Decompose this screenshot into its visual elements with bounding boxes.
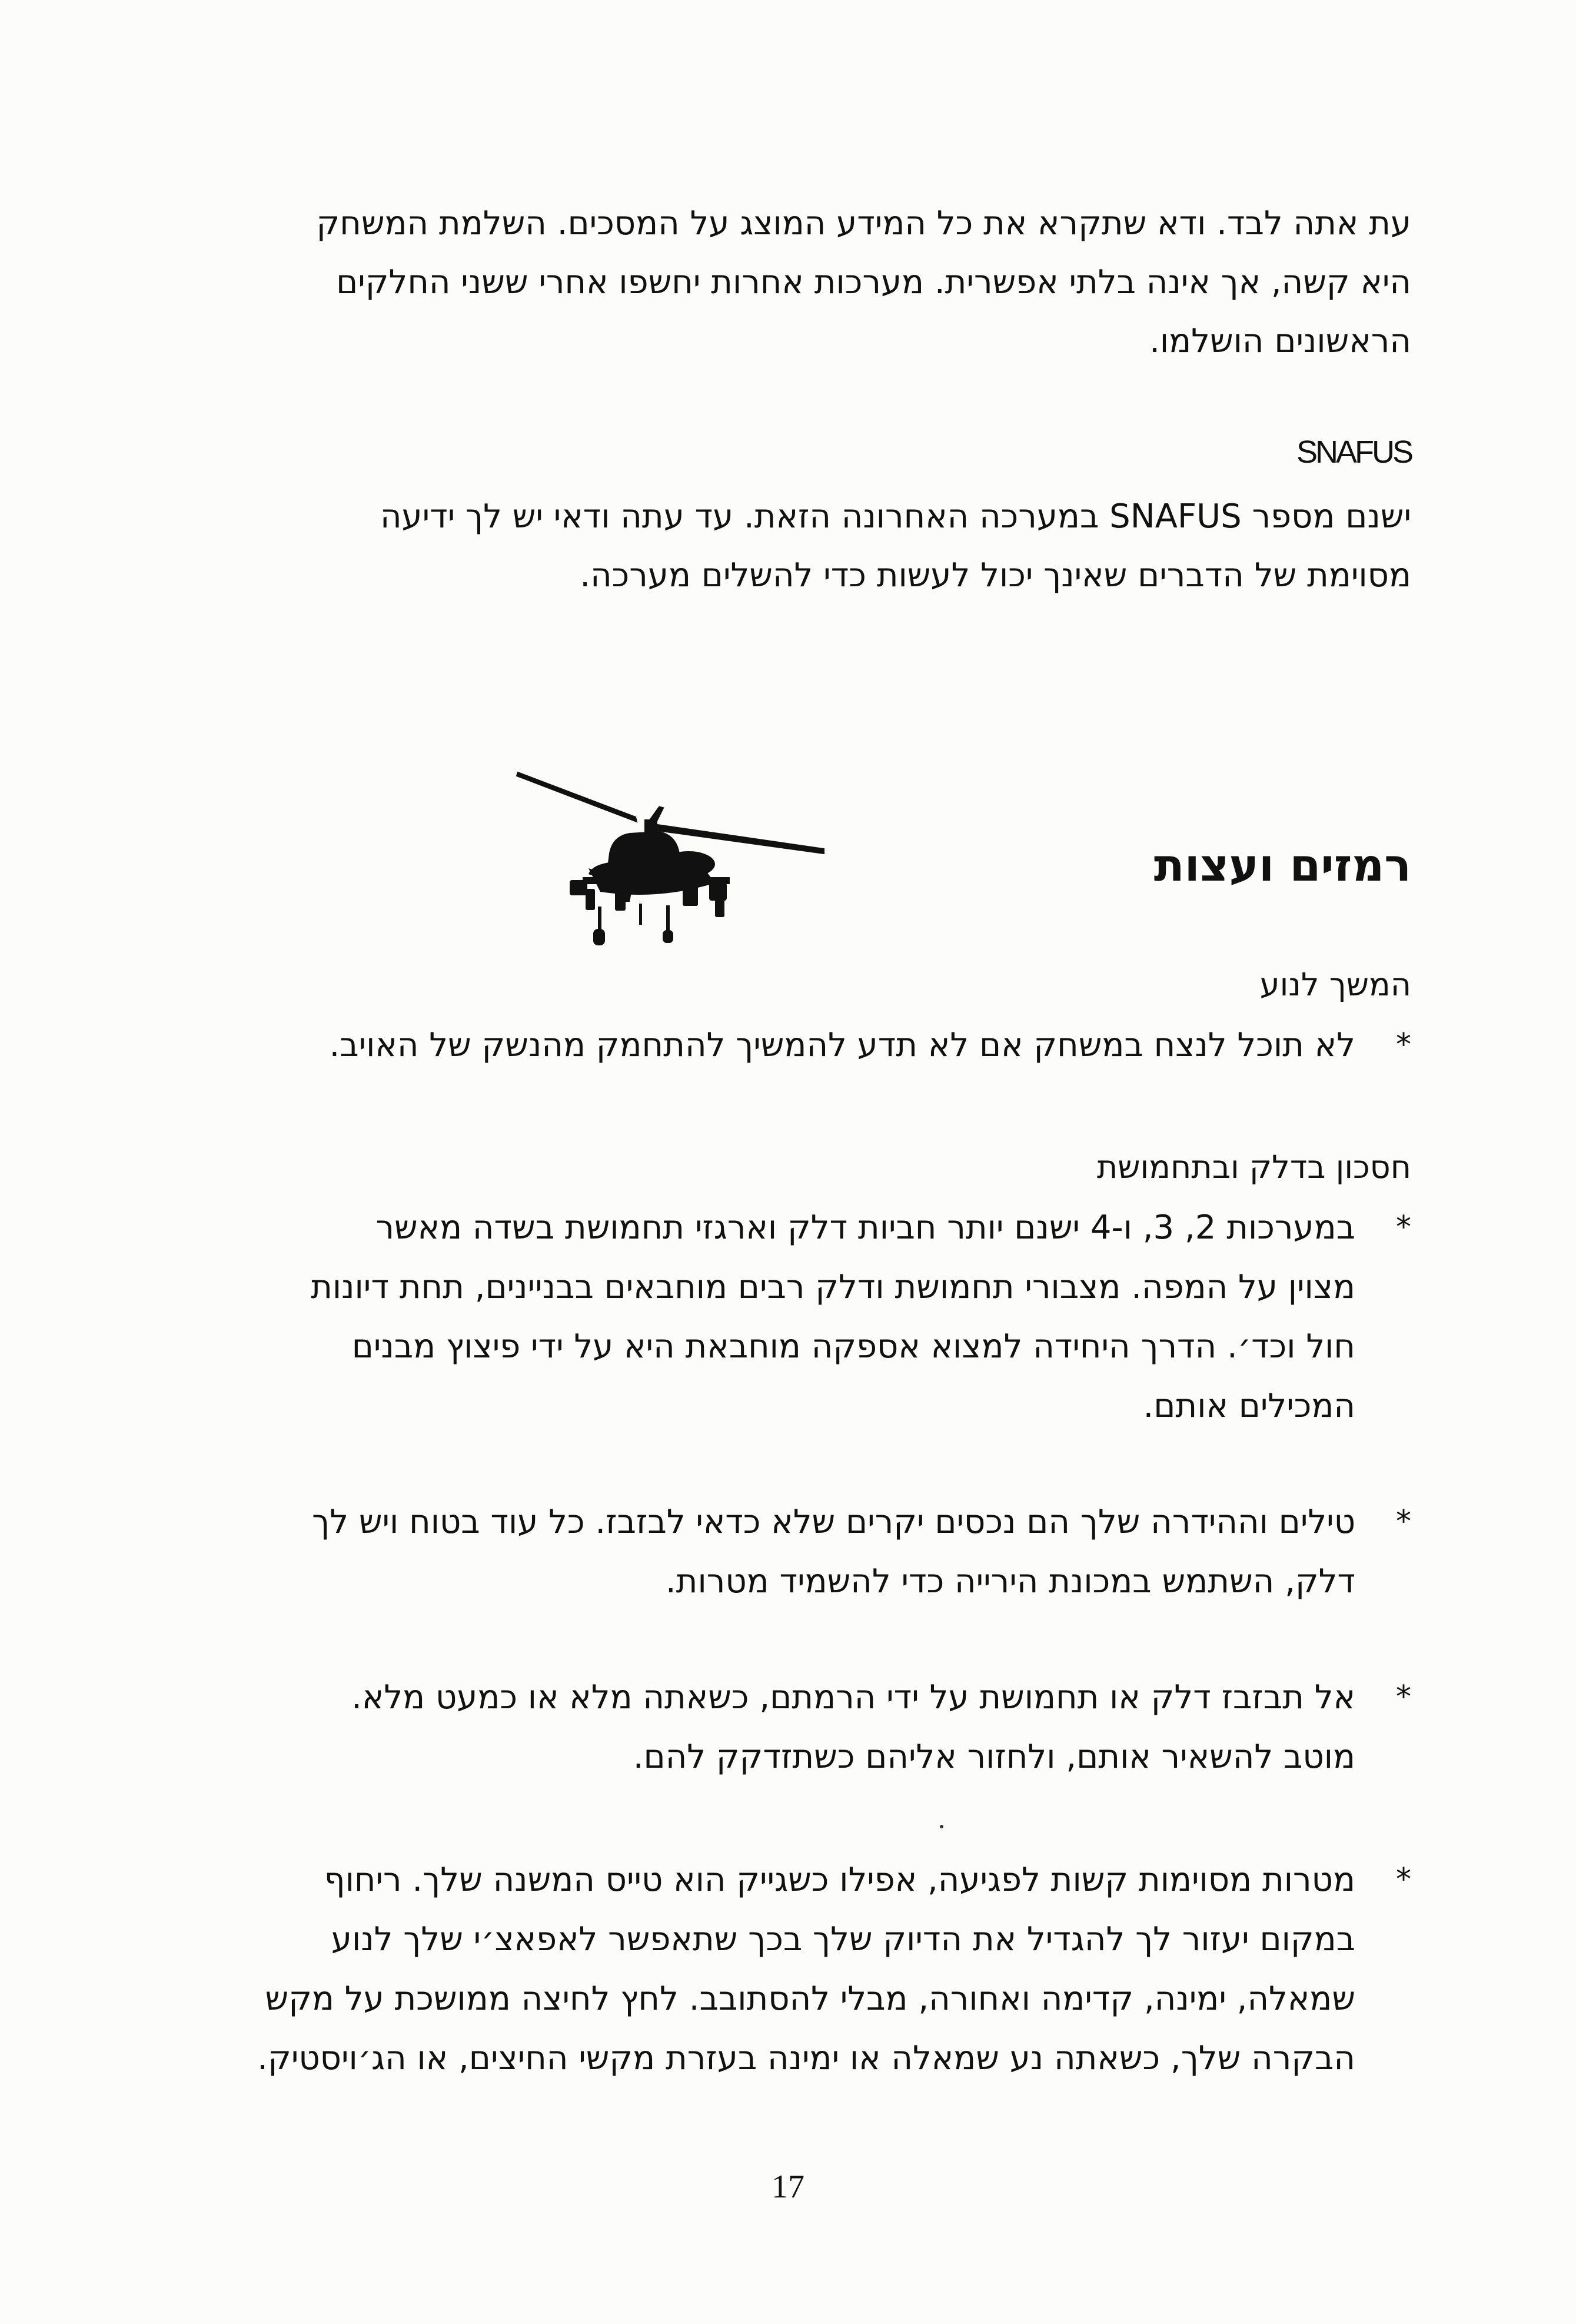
page-number: 17 xyxy=(772,2169,804,2205)
subheading-keep-moving: המשך לנוע xyxy=(1259,966,1411,1003)
bullet-line: חול וכד׳. הדרך היחידה למצוא אספקה מוחבאת היא על ידי פיצוץ מבנים xyxy=(351,1327,1355,1366)
bullet-text xyxy=(128,1668,1355,1787)
intro-line: הראשונים הושלמו. xyxy=(1149,322,1411,360)
bullet-line: במקום יעזור לך להגדיל את הדיוק שלך בכך שתאפשר לאפאצ׳י שלך לנוע xyxy=(331,1920,1355,1958)
bullet-star: * xyxy=(1396,1679,1411,1715)
bullet-item xyxy=(128,1668,1411,1787)
helicopter-icon xyxy=(512,765,830,954)
bullet-line: מטרות מסוימות קשות לפגיעה, אפילו כשגייק הוא טייס המשנה שלך. ריחוף xyxy=(324,1861,1355,1899)
bullet-line: שמאלה, ימינה, קדימה ואחורה, מבלי להסתובב. לחץ לחיצה ממושכת על מקש xyxy=(265,1980,1355,2018)
bullet-item xyxy=(128,1492,1411,1611)
print-speck xyxy=(940,1825,943,1828)
bullet-line: דלק, השתמש במכונת הירייה כדי להשמיד מטרות. xyxy=(665,1562,1355,1601)
snafus-paragraph xyxy=(128,487,1411,605)
bullet-text xyxy=(128,1492,1355,1611)
bullet-line: המכילים אותם. xyxy=(1143,1387,1355,1425)
snafus-line: מסוימת של הדברים שאינך יכול לעשות כדי להשלים מערכה. xyxy=(580,556,1411,595)
bullet-star: * xyxy=(1396,1210,1411,1245)
bullet-line: אל תבזבז דלק או תחמושת על ידי הרמתם, כשאתה מלא או כמעט מלא. xyxy=(351,1678,1355,1717)
bullet-item xyxy=(128,1015,1411,1075)
bullet-line: במערכות 2, 3, ו-4 ישנם יותר חביות דלק וארגזי תחמושת בשדה מאשר xyxy=(375,1209,1355,1247)
bullet-line: לא תוכל לנצח במשחק אם לא תדע להמשיך להתחמק מהנשק של האויב. xyxy=(329,1026,1355,1064)
snafus-heading: SNAFUS xyxy=(1296,434,1411,470)
bullet-star: * xyxy=(1396,1027,1411,1063)
bullet-item xyxy=(128,1850,1411,2088)
bullet-text xyxy=(128,1850,1355,2088)
intro-line: עת אתה לבד. ודא שתקרא את כל המידע המוצג על המסכים. השלמת המשחק xyxy=(316,204,1411,243)
section-title: רמזים ועצות xyxy=(1153,839,1411,891)
bullet-line: הבקרה שלך, כשאתה נע שמאלה או ימינה בעזרת מקשי החיצים, או הג׳ויסטיק. xyxy=(257,2039,1355,2077)
bullet-line: מצוין על המפה. מצבורי תחמושת ודלק רבים מוחבאים בבניינים, תחת דיונות xyxy=(311,1268,1355,1306)
subheading-fuel-ammo: חסכון בדלק ובתחמושת xyxy=(1096,1148,1411,1186)
intro-line: היא קשה, אך אינה בלתי אפשרית. מערכות אחרות יחשפו אחרי ששני החלקים xyxy=(336,263,1411,301)
intro-paragraph xyxy=(128,194,1411,371)
bullet-line: טילים וההידרה שלך הם נכסים יקרים שלא כדאי לבזבז. כל עוד בטוח ויש לך xyxy=(312,1503,1355,1541)
bullet-star: * xyxy=(1396,1862,1411,1897)
bullet-item xyxy=(128,1198,1411,1436)
bullet-star: * xyxy=(1396,1504,1411,1539)
snafus-line: ישנם מספר SNAFUS במערכה האחרונה הזאת. עד עתה ודאי יש לך ידיעה xyxy=(380,497,1411,536)
bullet-text xyxy=(128,1015,1355,1075)
bullet-text xyxy=(128,1198,1355,1436)
bullet-line: מוטב להשאיר אותם, ולחזור אליהם כשתזדקק להם. xyxy=(633,1738,1355,1776)
